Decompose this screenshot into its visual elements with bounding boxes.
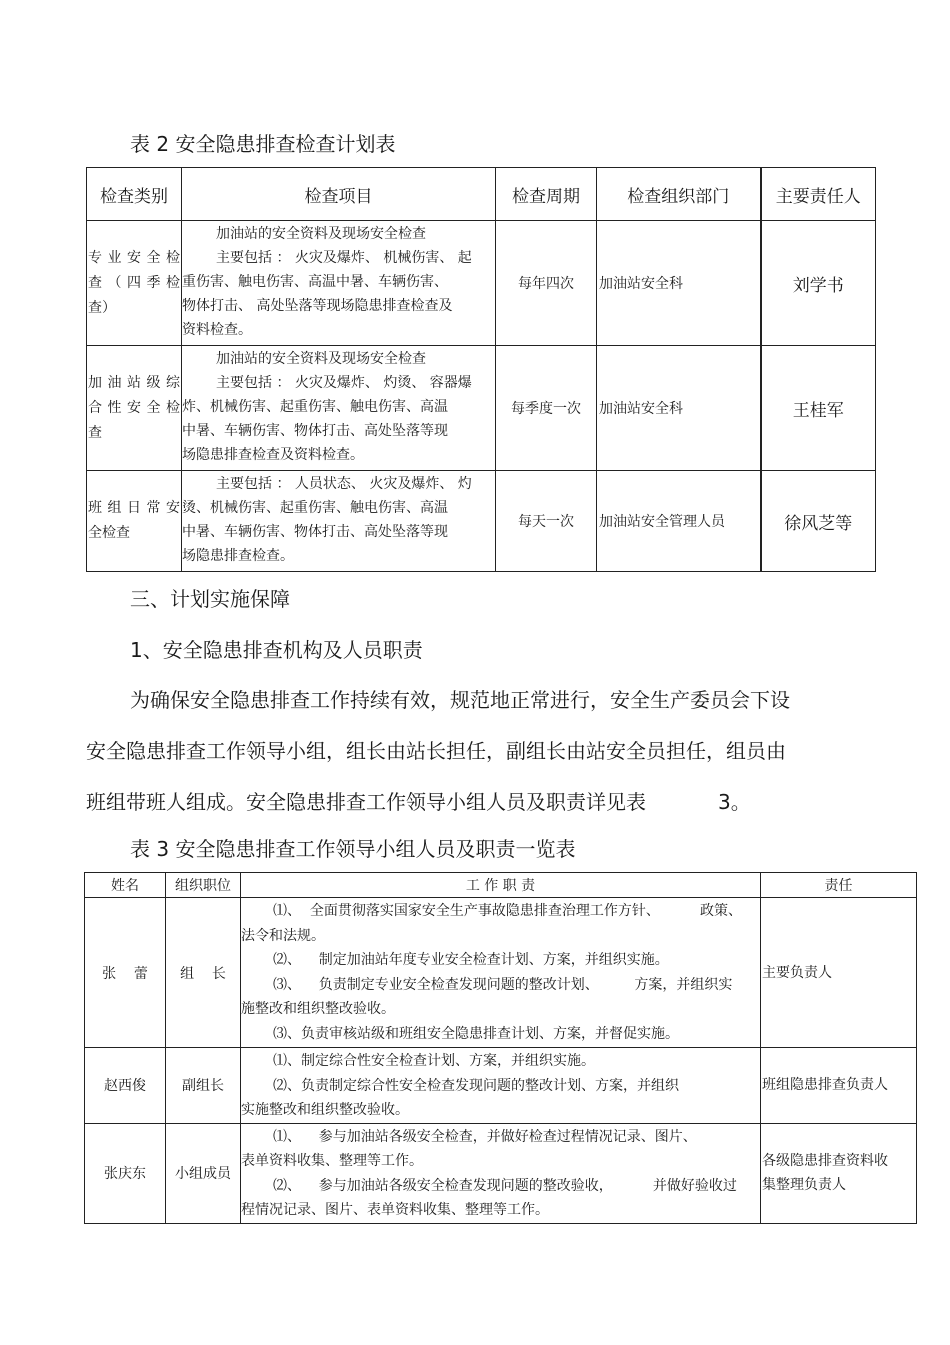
header-duties: 工 作 职 责	[241, 873, 761, 898]
paragraph-line: 安全隐患排查工作领导小组，组长由站长担任，副组长由站安全员担任，组员由	[86, 739, 786, 763]
paragraph-line: 班组带班人组成。安全隐患排查工作领导小组人员及职责详见表	[86, 790, 646, 814]
row-person: 徐风芝等	[761, 471, 876, 572]
row-category: 班 组 日 常 安 全检查	[87, 471, 182, 572]
member-position: 组 长	[166, 898, 241, 1048]
member-responsibility: 各级隐患排查资料收 集整理负责人	[761, 1123, 917, 1223]
member-name: 张 蕾	[85, 898, 166, 1048]
table-header-row	[85, 873, 917, 898]
row-person: 王桂军	[761, 346, 876, 471]
row-period: 每天一次	[496, 471, 597, 572]
row-period: 每季度一次	[496, 346, 597, 471]
member-responsibility: 主要负责人	[761, 898, 917, 1048]
table3-caption: 表 3 安全隐患排查工作领导小组人员及职责一览表	[130, 837, 576, 861]
header-period: 检查周期	[496, 168, 597, 221]
member-name: 张庆东	[85, 1123, 166, 1223]
row-person: 刘学书	[761, 221, 876, 346]
paragraph-table-ref: 3。	[718, 790, 751, 814]
table-row	[85, 1123, 917, 1223]
row-items: 加油站的安全资料及现场安全检查 主要包括 ： 火灾及爆炸、 灼烫、 容器爆 炸、机械伤害、起重伤害、触电伤害、高温 中暑、车辆伤害、物体打击、高处坠落等现 场隐患排查检查及资料检查。	[182, 346, 496, 471]
section-subheading: 1、安全隐患排查机构及人员职责	[130, 638, 423, 662]
table-row	[85, 898, 917, 1048]
row-category: 加 油 站 级 综 合 性 安 全 检 查	[87, 346, 182, 471]
section-heading: 三、计划实施保障	[130, 587, 290, 611]
member-duties: ⑴、 参与加油站各级安全检查，并做好检查过程情况记录、图片、 表单资料收集、整理等工作。 ⑵、 参与加油站各级安全检查发现问题的整改验收， 并做好验收过 程情况记录、图片、表单资料收集、整理等工作。	[241, 1123, 761, 1223]
inspection-plan-table	[86, 167, 876, 572]
member-responsibility: 班组隐患排查负责人	[761, 1048, 917, 1124]
header-person: 主要责任人	[761, 168, 876, 221]
member-position: 副组长	[166, 1048, 241, 1124]
member-position: 小组成员	[166, 1123, 241, 1223]
header-items: 检查项目	[182, 168, 496, 221]
member-name: 赵西俊	[85, 1048, 166, 1124]
row-category: 专 业 安 全 检 查 （ 四 季 检 查）	[87, 221, 182, 346]
header-dept: 检查组织部门	[597, 168, 761, 221]
member-duties: ⑴、制定综合性安全检查计划、方案，并组织实施。 ⑵、负责制定综合性安全检查发现问题的整改计划、方案，并组织 实施整改和组织整改验收。	[241, 1048, 761, 1124]
table-row	[87, 471, 876, 572]
row-dept: 加油站安全管理人员	[597, 471, 761, 572]
row-dept: 加油站安全科	[597, 346, 761, 471]
header-position: 组织职位	[166, 873, 241, 898]
leadership-group-table	[84, 872, 917, 1224]
row-dept: 加油站安全科	[597, 221, 761, 346]
paragraph-line: 为确保安全隐患排查工作持续有效，规范地正常进行，安全生产委员会下设	[130, 688, 790, 712]
table-row	[87, 346, 876, 471]
table-row	[85, 1048, 917, 1124]
row-items: 主要包括 ： 人员状态、 火灾及爆炸、 灼 烫、机械伤害、起重伤害、触电伤害、高温 中暑、车辆伤害、物体打击、高处坠落等现 场隐患排查检查。	[182, 471, 496, 572]
member-duties: ⑴、 全面贯彻落实国家安全生产事故隐患排查治理工作方针、 政策、 法令和法规。 ⑵、 制定加油站年度专业安全检查计划、方案，并组织实施。 ⑶、 负责制定专业安全检查发现问题的整改计划、 方案，并组织实 施整改和组织整改验收。 ⑶、负责审核站级和班组安全隐患排查计划、方案，并督促实施。	[241, 898, 761, 1048]
row-period: 每年四次	[496, 221, 597, 346]
header-name: 姓名	[85, 873, 166, 898]
table2-caption: 表 2 安全隐患排查检查计划表	[130, 132, 396, 156]
table-row	[87, 221, 876, 346]
table-header-row	[87, 168, 876, 221]
row-items: 加油站的安全资料及现场安全检查 主要包括 ： 火灾及爆炸、 机械伤害、 起 重伤害、触电伤害、高温中暑、车辆伤害、 物体打击、 高处坠落等现场隐患排查检查及 资料检查。	[182, 221, 496, 346]
header-category: 检查类别	[87, 168, 182, 221]
header-responsibility: 责任	[761, 873, 917, 898]
